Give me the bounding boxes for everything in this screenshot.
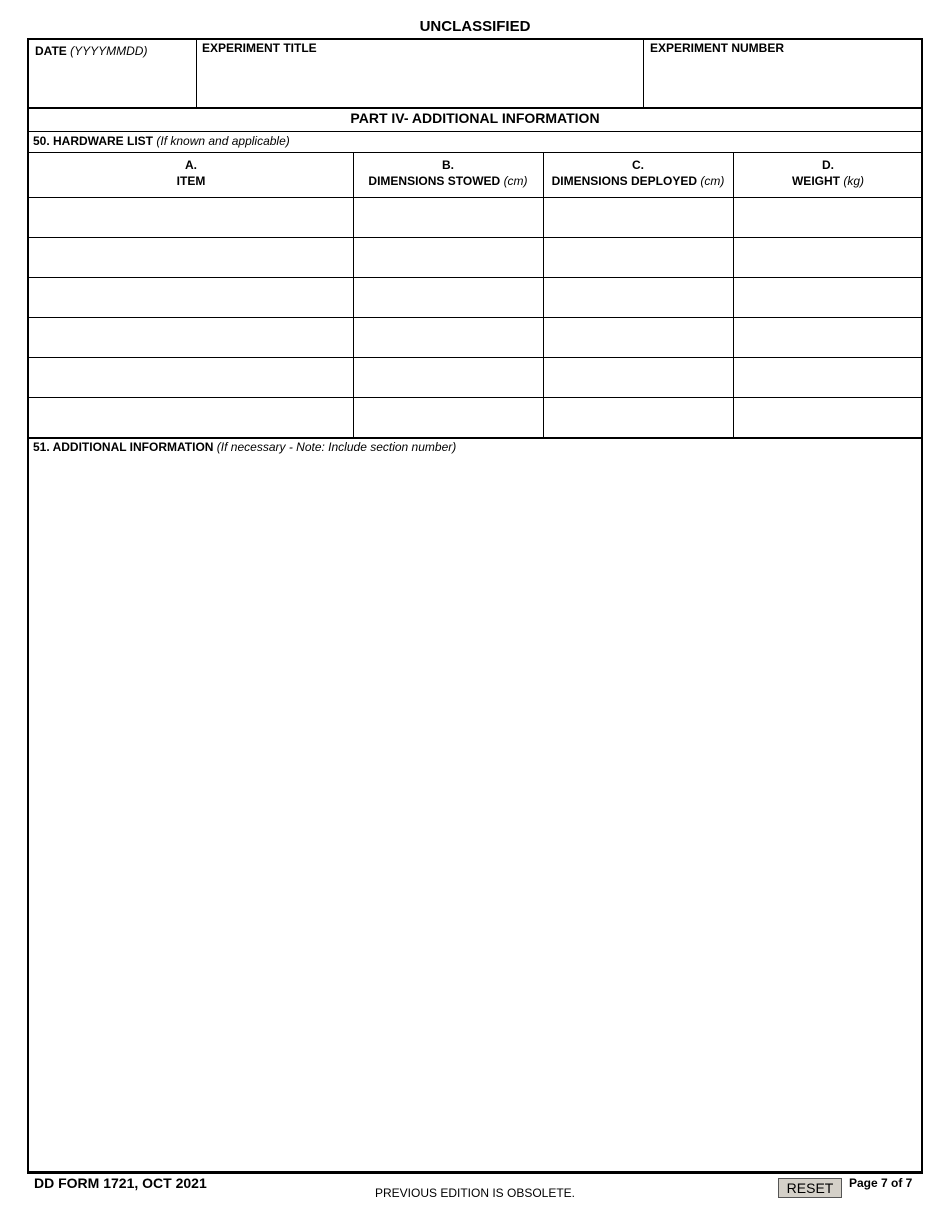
divider	[29, 437, 921, 439]
hardware-row-2-stowed-field[interactable]	[354, 238, 542, 277]
hardware-row-6-item-field[interactable]	[29, 398, 352, 437]
hardware-row-4-weight-field[interactable]	[734, 318, 921, 357]
form-identifier: DD FORM 1721, OCT 2021	[34, 1175, 207, 1191]
date-field[interactable]	[30, 60, 194, 106]
hardware-row-1-deployed-field[interactable]	[544, 198, 732, 237]
hardware-row-4-item-field[interactable]	[29, 318, 352, 357]
classification-banner: UNCLASSIFIED	[419, 18, 531, 35]
hardware-row-1-item-field[interactable]	[29, 198, 352, 237]
hardware-row-5-item-field[interactable]	[29, 358, 352, 397]
column-header-weight: D. WEIGHT (kg)	[791, 158, 864, 188]
reset-button[interactable]: RESET	[778, 1178, 842, 1198]
additional-info-label: 51. ADDITIONAL INFORMATION (If necessary - Note: Include section number)	[33, 440, 457, 454]
hardware-row-3-stowed-field[interactable]	[354, 278, 542, 317]
form-body	[27, 38, 923, 1174]
hardware-row-1-stowed-field[interactable]	[354, 198, 542, 237]
experiment-number-field[interactable]	[645, 58, 921, 106]
hardware-row-2-item-field[interactable]	[29, 238, 352, 277]
hardware-row-2-weight-field[interactable]	[734, 238, 921, 277]
divider	[196, 40, 197, 107]
hardware-list-label: 50. HARDWARE LIST (If known and applicable)	[33, 134, 290, 148]
hardware-row-4-deployed-field[interactable]	[544, 318, 732, 357]
column-header-dimensions-deployed: C. DIMENSIONS DEPLOYED (cm)	[551, 158, 725, 188]
part-title: PART IV- ADDITIONAL INFORMATION	[350, 110, 600, 126]
hardware-row-1-weight-field[interactable]	[734, 198, 921, 237]
column-header-dimensions-stowed: B. DIMENSIONS STOWED (cm)	[368, 158, 528, 188]
divider	[29, 152, 921, 153]
hardware-row-4-stowed-field[interactable]	[354, 318, 542, 357]
page-number: Page 7 of 7	[849, 1176, 913, 1190]
obsolete-notice: PREVIOUS EDITION IS OBSOLETE.	[374, 1186, 576, 1200]
hardware-row-3-deployed-field[interactable]	[544, 278, 732, 317]
hardware-row-5-weight-field[interactable]	[734, 358, 921, 397]
hardware-row-3-weight-field[interactable]	[734, 278, 921, 317]
hardware-row-2-deployed-field[interactable]	[544, 238, 732, 277]
hardware-row-6-weight-field[interactable]	[734, 398, 921, 437]
column-header-item: A. ITEM	[176, 158, 206, 188]
hardware-row-6-stowed-field[interactable]	[354, 398, 542, 437]
divider	[29, 131, 921, 132]
hardware-row-5-stowed-field[interactable]	[354, 358, 542, 397]
hardware-row-3-item-field[interactable]	[29, 278, 352, 317]
additional-info-field[interactable]	[30, 458, 920, 1170]
hardware-row-5-deployed-field[interactable]	[544, 358, 732, 397]
divider	[29, 107, 921, 109]
experiment-number-label: EXPERIMENT NUMBER	[650, 41, 785, 55]
divider	[643, 40, 644, 107]
date-label: DATE (YYYYMMDD)	[35, 44, 148, 58]
experiment-title-field[interactable]	[198, 58, 641, 106]
experiment-title-label: EXPERIMENT TITLE	[202, 41, 317, 55]
hardware-row-6-deployed-field[interactable]	[544, 398, 732, 437]
